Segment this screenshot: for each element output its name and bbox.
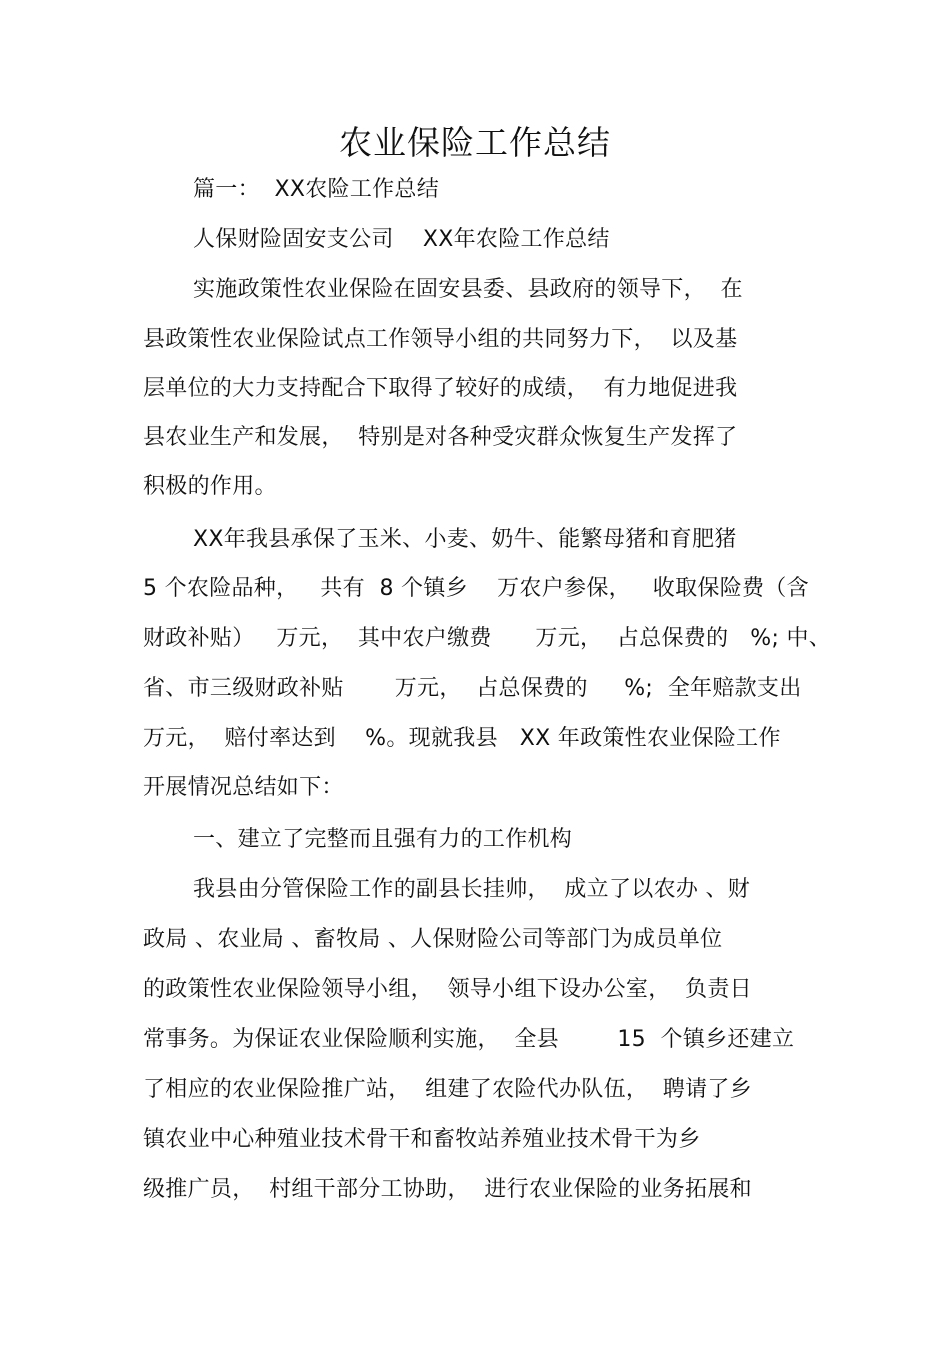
paragraph-line: 镇农业中心种殖业技术骨干和畜牧站养殖业技术骨干为乡 — [143, 1127, 701, 1152]
paragraph-line: 常事务。为保证农业保险顺利实施， 全县 15 个镇乡还建立 — [143, 1027, 795, 1052]
paragraph-line: 的政策性农业保险领导小组， 领导小组下设办公室， 负责日 — [143, 977, 752, 1002]
paragraph-line: 5 个农险品种， 共有 8 个镇乡 万农户参保， 收取保险费（含 — [143, 576, 809, 601]
paragraph-line: XX年我县承保了玉米、小麦、奶牛、能繁母猪和育肥猪 — [193, 527, 737, 552]
paragraph-line: 开展情况总结如下： — [143, 775, 344, 800]
document-title: 农业保险工作总结 — [339, 123, 611, 162]
paragraph-line: 省、市三级财政补贴 万元， 占总保费的 %; 全年赔款支出 — [143, 676, 802, 701]
paragraph-line: 万元， 赔付率达到 %。现就我县 XX 年政策性农业保险工作 — [143, 726, 781, 751]
paragraph-line: 县政策性农业保险试点工作领导小组的共同努力下， 以及基 — [143, 327, 738, 352]
section-heading: 一、建立了完整而且强有力的工作机构 — [193, 827, 573, 852]
paragraph-line: 财政补贴） 万元， 其中农户缴费 万元， 占总保费的 %; 中、 — [143, 626, 832, 651]
paragraph-line: 级推广员， 村组干部分工协助， 进行农业保险的业务拓展和 — [143, 1177, 752, 1202]
company-heading: 人保财险固安支公司 XX年农险工作总结 — [193, 227, 610, 252]
paragraph-line: 层单位的大力支持配合下取得了较好的成绩， 有力地促进我 — [143, 376, 738, 401]
subtitle: 篇一： XX农险工作总结 — [193, 177, 440, 202]
paragraph-line: 我县由分管保险工作的副县长挂帅， 成立了以农办 、财 — [193, 877, 751, 902]
paragraph-line: 政局 、农业局 、畜牧局 、人保财险公司等部门为成员单位 — [143, 927, 723, 952]
paragraph-line: 了相应的农业保险推广站， 组建了农险代办队伍， 聘请了乡 — [143, 1077, 752, 1102]
paragraph-line: 实施政策性农业保险在固安县委、县政府的领导下， 在 — [193, 277, 743, 302]
paragraph-line: 积极的作用。 — [143, 474, 277, 499]
paragraph-line: 县农业生产和发展， 特别是对各种受灾群众恢复生产发挥了 — [143, 425, 738, 450]
